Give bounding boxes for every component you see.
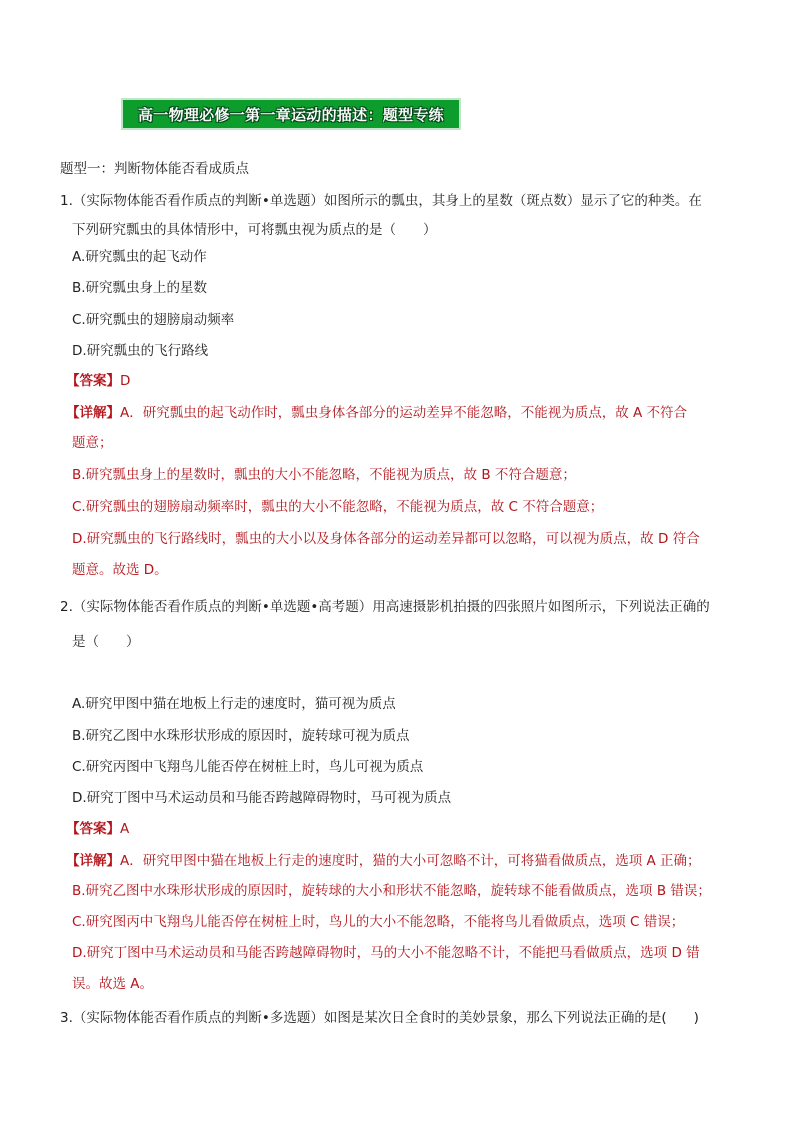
- q1-answer-value: D: [120, 373, 131, 389]
- q1-detail-line6: 题意。故选 D。: [72, 562, 168, 578]
- q2-stem-line1: 2.（实际物体能否看作质点的判断•单选题•高考题）用高速摄影机拍摄的四张照片如图所示，下列说法正确的: [60, 599, 710, 615]
- q1-stem-line2: 下列研究瓢虫的具体情形中，可将瓢虫视为质点的是（ ）: [72, 222, 437, 238]
- q3-stem-line1: 3.（实际物体能否看作质点的判断•多选题）如图是某次日全食时的美妙景象，那么下列说法正确的是( ): [60, 1010, 699, 1026]
- q2-detail-line5: 误。故选 A。: [72, 976, 154, 992]
- q2-answer-tag: 【答案】: [66, 821, 120, 837]
- q1-option-d: D.研究瓢虫的飞行路线: [72, 343, 209, 359]
- q2-option-c: C.研究丙图中飞翔鸟儿能否停在树桩上时，鸟儿可视为质点: [72, 759, 424, 775]
- q1-detail-line1: [66, 404, 687, 422]
- q2-option-a: A.研究甲图中猫在地板上行走的速度时，猫可视为质点: [72, 696, 396, 712]
- q1-detail-line3: B.研究瓢虫身上的星数时，瓢虫的大小不能忽略，不能视为质点，故 B 不符合题意；: [72, 467, 576, 483]
- q2-detail-line2: B.研究乙图中水珠形状形成的原因时，旋转球的大小和形状不能忽略，旋转球不能看做质点，选项 B 错误；: [72, 883, 711, 899]
- q1-detail-line4: C.研究瓢虫的翅膀扇动频率时，瓢虫的大小不能忽略，不能视为质点，故 C 不符合题意；: [72, 499, 604, 515]
- title-banner: [121, 98, 461, 130]
- q2-option-b: B.研究乙图中水珠形状形成的原因时，旋转球可视为质点: [72, 728, 410, 744]
- q1-answer: [66, 372, 130, 390]
- q2-detail-tag: 【详解】: [66, 853, 120, 869]
- banner-title: 高一物理必修一第一章运动的描述：题型专练: [137, 105, 444, 124]
- q1-option-a: A.研究瓢虫的起飞动作: [72, 249, 207, 265]
- q1-detail-text1: A．研究瓢虫的起飞动作时，瓢虫身体各部分的运动差异不能忽略，不能视为质点，故 A 不符合: [120, 405, 688, 421]
- section-title: 题型一：判断物体能否看成质点: [60, 161, 249, 177]
- q2-detail-line3: C.研究图丙中飞翔鸟儿能否停在树桩上时，鸟儿的大小不能忽略，不能将鸟儿看做质点，选项 C 错误；: [72, 914, 685, 930]
- q2-answer-value: A: [120, 821, 130, 837]
- q1-answer-tag: 【答案】: [66, 373, 120, 389]
- q1-detail-line2: 题意；: [72, 435, 113, 451]
- q2-detail-text1: A．研究甲图中猫在地板上行走的速度时，猫的大小可忽略不计，可将猫看做质点，选项 A 正确；: [120, 853, 701, 869]
- q1-detail-tag: 【详解】: [66, 405, 120, 421]
- q1-option-c: C.研究瓢虫的翅膀扇动频率: [72, 312, 235, 328]
- q1-detail-line5: D.研究瓢虫的飞行路线时，瓢虫的大小以及身体各部分的运动差异都可以忽略，可以视为质点，故 D 符合: [72, 531, 700, 547]
- q1-stem-line1: 1.（实际物体能否看作质点的判断•单选题）如图所示的瓢虫，其身上的星数（斑点数）显示了它的种类。在: [60, 193, 702, 209]
- q2-detail-line4: D.研究丁图中马术运动员和马能否跨越障碍物时，马的大小不能忽略不计，不能把马看做质点，选项 D 错: [72, 945, 700, 961]
- q1-option-b: B.研究瓢虫身上的星数: [72, 280, 208, 296]
- q2-stem-line2: 是（ ）: [72, 634, 140, 650]
- q2-detail-line1: [66, 852, 701, 870]
- q2-answer: [66, 820, 129, 838]
- q2-option-d: D.研究丁图中马术运动员和马能否跨越障碍物时，马可视为质点: [72, 790, 452, 806]
